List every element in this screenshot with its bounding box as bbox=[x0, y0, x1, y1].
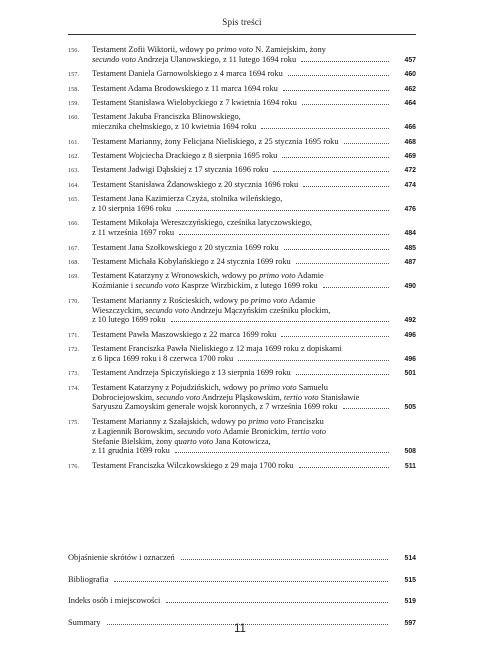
entry-text: Testament Adama Brodowskiego z 11 marca 1694 roku bbox=[92, 83, 278, 93]
page-ref: 501 bbox=[404, 370, 416, 378]
dot-leader bbox=[299, 467, 390, 468]
dot-leader bbox=[284, 249, 389, 250]
toc-entry[interactable] bbox=[68, 218, 416, 239]
toc-entry[interactable] bbox=[68, 271, 416, 292]
dot-leader bbox=[303, 186, 389, 187]
entry-line bbox=[92, 84, 416, 95]
entry-line bbox=[92, 281, 416, 292]
toc-entry[interactable] bbox=[68, 368, 416, 379]
entry-title bbox=[92, 98, 416, 109]
entry-title bbox=[92, 344, 416, 365]
entry-last-line-text bbox=[92, 315, 166, 325]
italic-term: tertio voto bbox=[283, 392, 319, 402]
entry-number: 173. bbox=[68, 370, 80, 378]
entry-text: Testament Jadwigi Dąbskiej z 17 stycznia 1696 roku bbox=[92, 165, 269, 175]
entry-last-line-text bbox=[92, 243, 279, 253]
page-ref: 490 bbox=[404, 283, 416, 291]
entry-line bbox=[92, 344, 416, 354]
entry-text: Testament Pawła Maszowskiego z 22 marca 1699 roku bbox=[92, 329, 277, 339]
italic-term: primo voto bbox=[248, 416, 285, 426]
entry-line bbox=[92, 204, 416, 215]
entry-text: Jana Kotowicza, bbox=[213, 436, 271, 446]
header-rule bbox=[68, 34, 416, 35]
entry-text: Testament Zofii Wiktorii, wdowy po bbox=[92, 45, 217, 54]
toc-entry[interactable] bbox=[68, 417, 416, 457]
entry-text: Stanisławie bbox=[318, 392, 360, 402]
dot-leader bbox=[281, 336, 389, 337]
entry-line bbox=[92, 194, 416, 204]
entry-title bbox=[92, 218, 416, 239]
dot-leader bbox=[282, 157, 389, 158]
italic-term: secundo voto bbox=[135, 281, 180, 291]
entry-title bbox=[92, 243, 416, 254]
dot-leader bbox=[175, 452, 389, 453]
entry-line bbox=[92, 165, 416, 176]
toc-entry[interactable] bbox=[68, 194, 416, 215]
page-ref: 487 bbox=[404, 259, 416, 267]
entry-text: Testament Jana Szołkowskiego z 20 stycznia 1699 roku bbox=[92, 242, 279, 252]
entry-title bbox=[92, 137, 416, 148]
entry-last-line-text bbox=[92, 446, 170, 456]
entry-text: Andrzeju Pląskowskim, bbox=[200, 392, 284, 402]
page-ref: 468 bbox=[404, 138, 416, 146]
entry-text: Testament Marianny z Rościeskich, wdowy po bbox=[92, 295, 251, 305]
page-ref: 496 bbox=[404, 331, 416, 339]
entry-line bbox=[92, 122, 416, 133]
entry-line bbox=[92, 151, 416, 162]
entry-title bbox=[92, 180, 416, 191]
entry-line bbox=[92, 446, 416, 457]
entry-last-line-text bbox=[92, 204, 171, 214]
italic-term: primo voto bbox=[259, 271, 296, 281]
entry-last-line-text bbox=[92, 281, 318, 291]
entry-text: Testament Stanisława Żdanowskiego z 20 stycznia 1696 roku bbox=[92, 179, 299, 189]
toc-entry[interactable] bbox=[68, 151, 416, 162]
entry-text: z 11 września 1697 roku bbox=[92, 228, 175, 238]
entry-last-line-text bbox=[92, 84, 278, 94]
entry-text: Testament Marianny z Szałajskich, wdowy po bbox=[92, 416, 249, 426]
italic-term: secundo voto bbox=[156, 392, 201, 402]
entry-text: Testament Jakuba Franciszka Blinowskiego, bbox=[92, 112, 241, 122]
toc-entry[interactable] bbox=[68, 257, 416, 268]
entry-last-line-text bbox=[92, 55, 296, 65]
dot-leader bbox=[181, 559, 388, 560]
entry-line bbox=[92, 368, 416, 379]
entry-title bbox=[92, 151, 416, 162]
entry-title bbox=[92, 383, 416, 414]
entry-last-line-text bbox=[92, 368, 291, 378]
dot-leader bbox=[166, 602, 388, 603]
entry-text: Testament Andrzeja Spiczyńskiego z 13 sierpnia 1699 roku bbox=[92, 368, 291, 378]
entry-line bbox=[92, 137, 416, 148]
entry-number: 169. bbox=[68, 273, 80, 281]
entry-line bbox=[92, 427, 416, 437]
page-ref: 597 bbox=[404, 619, 416, 627]
entry-line bbox=[92, 218, 416, 228]
entry-line bbox=[92, 402, 416, 413]
entry-last-line-text bbox=[92, 122, 256, 132]
entry-text: Adamie bbox=[287, 295, 316, 305]
page-ref: 514 bbox=[404, 555, 416, 562]
entry-text: Testament Marianny, żony Felicjana Nieliskiego, z 25 stycznia 1695 roku bbox=[92, 136, 339, 146]
entry-text: Andrzeja Ulanowskiego, z 11 lutego 1694 roku bbox=[135, 54, 297, 64]
entry-line bbox=[92, 461, 416, 472]
entry-line bbox=[92, 180, 416, 191]
entry-title bbox=[92, 330, 416, 341]
entry-text: Testament Katarzyny z Pojudzińskich, wdowy po bbox=[92, 382, 261, 392]
entry-line bbox=[92, 228, 416, 239]
entry-text: Testament Daniela Garnowolskiego z 4 marca 1694 roku bbox=[92, 69, 283, 79]
entry-text: Franciszku bbox=[284, 416, 324, 426]
entry-text: z Łagiennik Borowskim, bbox=[92, 426, 178, 436]
entry-line bbox=[92, 383, 416, 393]
dot-leader bbox=[323, 287, 389, 288]
entry-number: 170. bbox=[68, 297, 80, 305]
entry-text: Koźmianie i bbox=[92, 281, 136, 291]
entry-text: z 11 grudnia 1699 roku bbox=[92, 446, 170, 456]
entry-title bbox=[92, 271, 416, 292]
entry-text: Testament Wojciecha Drackiego z 8 sierpnia 1695 roku bbox=[92, 151, 278, 161]
entry-number: 161. bbox=[68, 138, 80, 146]
entry-line bbox=[92, 315, 416, 326]
page-ref: 474 bbox=[404, 181, 416, 189]
entry-line bbox=[92, 417, 416, 427]
italic-term: primo voto bbox=[260, 382, 297, 392]
entry-number: 167. bbox=[68, 244, 80, 252]
entry-title bbox=[92, 296, 416, 327]
entry-line bbox=[92, 271, 416, 281]
entry-title bbox=[92, 417, 416, 457]
section-label: Bibliografia bbox=[68, 574, 109, 584]
table-of-contents bbox=[68, 45, 416, 475]
entry-number: 157. bbox=[68, 71, 80, 79]
entry-line bbox=[92, 45, 416, 55]
entry-title bbox=[92, 84, 416, 95]
page-ref: 508 bbox=[404, 448, 416, 456]
entry-last-line-text bbox=[92, 151, 277, 161]
entry-number: 164. bbox=[68, 181, 80, 189]
dot-leader bbox=[176, 210, 389, 211]
entry-line bbox=[92, 112, 416, 122]
dot-leader bbox=[343, 408, 389, 409]
entry-text: Dobrociejowskim, bbox=[92, 392, 157, 402]
dot-leader bbox=[238, 360, 389, 361]
dot-leader bbox=[171, 321, 389, 322]
dot-leader bbox=[261, 128, 389, 129]
dot-leader bbox=[302, 104, 389, 105]
entry-line bbox=[92, 69, 416, 80]
page-ref: 457 bbox=[404, 56, 416, 64]
italic-term: secundo voto bbox=[177, 426, 222, 436]
entry-line bbox=[92, 55, 416, 66]
entry-number: 175. bbox=[68, 418, 80, 426]
entry-last-line-text bbox=[92, 228, 174, 238]
entry-text: z 10 sierpnia 1696 roku bbox=[92, 204, 172, 214]
toc-entry[interactable] bbox=[68, 383, 416, 414]
toc-entry[interactable] bbox=[68, 296, 416, 327]
italic-term: primo voto bbox=[250, 295, 288, 305]
page-ref: 519 bbox=[404, 598, 416, 606]
running-header: Spis treści bbox=[222, 17, 262, 27]
entry-text: Testament Mikołaja Wereszczyńskiego, cześnika latyczowskiego, bbox=[92, 218, 312, 228]
toc-entry[interactable] bbox=[68, 180, 416, 191]
entry-last-line-text bbox=[92, 180, 298, 190]
italic-term: secundo voto bbox=[145, 305, 190, 315]
entry-text: Stefanie Bielskim, żony bbox=[92, 436, 175, 446]
dot-leader bbox=[283, 90, 389, 91]
entry-text: Wieszczyckim, bbox=[92, 305, 146, 315]
entry-number: 168. bbox=[68, 259, 80, 267]
entry-text: Andrzeju Mączyńskim cześniku płockim, bbox=[189, 305, 331, 315]
toc-entry[interactable] bbox=[68, 165, 416, 176]
entry-number: 165. bbox=[68, 196, 80, 204]
entry-text: Testament Michała Kobylańskiego z 24 stycznia 1699 roku bbox=[92, 257, 291, 267]
page-ref: 492 bbox=[404, 317, 416, 325]
entry-text: Testament Stanisława Wielobyckiego z 7 kwietnia 1694 roku bbox=[92, 98, 297, 108]
entry-last-line-text bbox=[92, 354, 233, 364]
entry-number: 166. bbox=[68, 220, 80, 228]
entry-title bbox=[92, 112, 416, 133]
entry-title bbox=[92, 45, 416, 66]
entry-line bbox=[92, 437, 416, 447]
section-entry[interactable] bbox=[68, 553, 416, 575]
entry-number: 163. bbox=[68, 167, 80, 175]
toc-entry[interactable] bbox=[68, 243, 416, 254]
page-ref: 464 bbox=[404, 100, 416, 108]
entry-last-line-text bbox=[92, 330, 276, 340]
page-ref: 462 bbox=[404, 85, 416, 93]
entry-number: 159. bbox=[68, 100, 80, 108]
toc-entry[interactable] bbox=[68, 344, 416, 365]
entry-text: miecznika chełmskiego, z 10 kwietnia 1694 roku bbox=[92, 122, 257, 132]
dot-leader bbox=[179, 234, 389, 235]
entry-text: N. Zamiejskim, żony bbox=[253, 45, 326, 54]
entry-text: Adamie bbox=[295, 271, 324, 281]
page-number: 11 bbox=[234, 623, 246, 635]
page-ref: 460 bbox=[404, 71, 416, 79]
entry-line bbox=[92, 243, 416, 254]
toc-entry[interactable] bbox=[68, 137, 416, 148]
italic-term: primo voto bbox=[216, 45, 254, 54]
section-label: Indeks osób i miejscowości bbox=[68, 596, 161, 606]
entry-last-line-text bbox=[92, 402, 338, 412]
page-ref: 515 bbox=[404, 576, 416, 584]
dot-leader bbox=[296, 374, 389, 375]
entry-text: z 10 lutego 1699 roku bbox=[92, 315, 166, 325]
toc-entry[interactable] bbox=[68, 461, 416, 472]
entry-text: Testament Jana Kazimierza Czyża, stolnika wileńskiego, bbox=[92, 194, 283, 204]
toc-entry[interactable] bbox=[68, 98, 416, 109]
entry-line bbox=[92, 296, 416, 306]
entry-title bbox=[92, 69, 416, 80]
section-label: Objaśnienie skrótów i oznaczeń bbox=[68, 553, 175, 562]
entry-text: Kasprze Wirzbickim, z lutego 1699 roku bbox=[179, 281, 318, 291]
section-entry[interactable] bbox=[68, 575, 416, 597]
entry-last-line-text bbox=[92, 98, 297, 108]
entry-line bbox=[92, 354, 416, 365]
entry-line bbox=[92, 257, 416, 268]
entry-number: 158. bbox=[68, 85, 80, 93]
dot-leader bbox=[288, 75, 389, 76]
dot-leader bbox=[296, 263, 389, 264]
dot-leader bbox=[114, 581, 388, 582]
entry-number: 162. bbox=[68, 153, 80, 161]
entry-text: Testament Franciszka Wilczkowskiego z 29 maja 1700 roku bbox=[92, 460, 294, 470]
entry-title bbox=[92, 194, 416, 215]
entry-text: Saryuszu Zamoyskim generale wojsk koronnych, z 7 września 1699 roku bbox=[92, 402, 338, 412]
page-ref: 469 bbox=[404, 153, 416, 161]
page-ref: 505 bbox=[404, 404, 416, 412]
italic-term: secundo voto bbox=[92, 54, 136, 64]
entry-text: Testament Franciszka Pawła Nieliskiego z 12 maja 1699 roku z dopiskami bbox=[92, 344, 342, 354]
page-ref: 496 bbox=[404, 356, 416, 363]
entry-line bbox=[92, 393, 416, 403]
toc-entry[interactable] bbox=[68, 69, 416, 80]
entry-number: 160. bbox=[68, 114, 80, 122]
entry-number: 171. bbox=[68, 331, 80, 339]
entry-title bbox=[92, 368, 416, 379]
page-ref: 485 bbox=[404, 244, 416, 252]
dot-leader bbox=[301, 61, 389, 62]
entry-line bbox=[92, 98, 416, 109]
dot-leader bbox=[273, 171, 389, 172]
entry-last-line-text bbox=[92, 69, 283, 79]
entry-number: 172. bbox=[68, 346, 80, 354]
entry-text: Testament Katarzyny z Wronowskich, wdowy po bbox=[92, 271, 260, 281]
section-label: Summary bbox=[68, 617, 101, 627]
toc-entry[interactable] bbox=[68, 112, 416, 133]
entry-title bbox=[92, 165, 416, 176]
entry-text: Samuelu bbox=[296, 382, 328, 392]
section-entry[interactable] bbox=[68, 596, 416, 618]
page-ref: 472 bbox=[404, 167, 416, 175]
entry-last-line-text bbox=[92, 137, 339, 147]
italic-term: tertio voto bbox=[291, 426, 327, 436]
entry-last-line-text bbox=[92, 165, 268, 175]
entry-text: Adamie Bronickim, bbox=[221, 426, 292, 436]
entry-last-line-text bbox=[92, 257, 291, 267]
page-ref: 511 bbox=[404, 462, 416, 470]
italic-term: quarto voto bbox=[174, 436, 214, 446]
dot-leader bbox=[344, 143, 389, 144]
toc-entry[interactable] bbox=[68, 330, 416, 341]
page-ref: 476 bbox=[404, 206, 416, 214]
entry-number: 176. bbox=[68, 462, 80, 470]
entry-number: 156. bbox=[68, 47, 80, 54]
page-ref: 484 bbox=[404, 230, 416, 238]
toc-entry[interactable] bbox=[68, 45, 416, 66]
entry-line bbox=[92, 306, 416, 316]
entry-text: z 6 lipca 1699 roku i 8 czerwca 1700 roku bbox=[92, 354, 234, 363]
toc-entry[interactable] bbox=[68, 84, 416, 95]
entry-title bbox=[92, 461, 416, 472]
entry-title bbox=[92, 257, 416, 268]
page-ref: 466 bbox=[404, 124, 416, 132]
entry-last-line-text bbox=[92, 461, 294, 471]
entry-number: 174. bbox=[68, 384, 80, 392]
entry-line bbox=[92, 330, 416, 341]
